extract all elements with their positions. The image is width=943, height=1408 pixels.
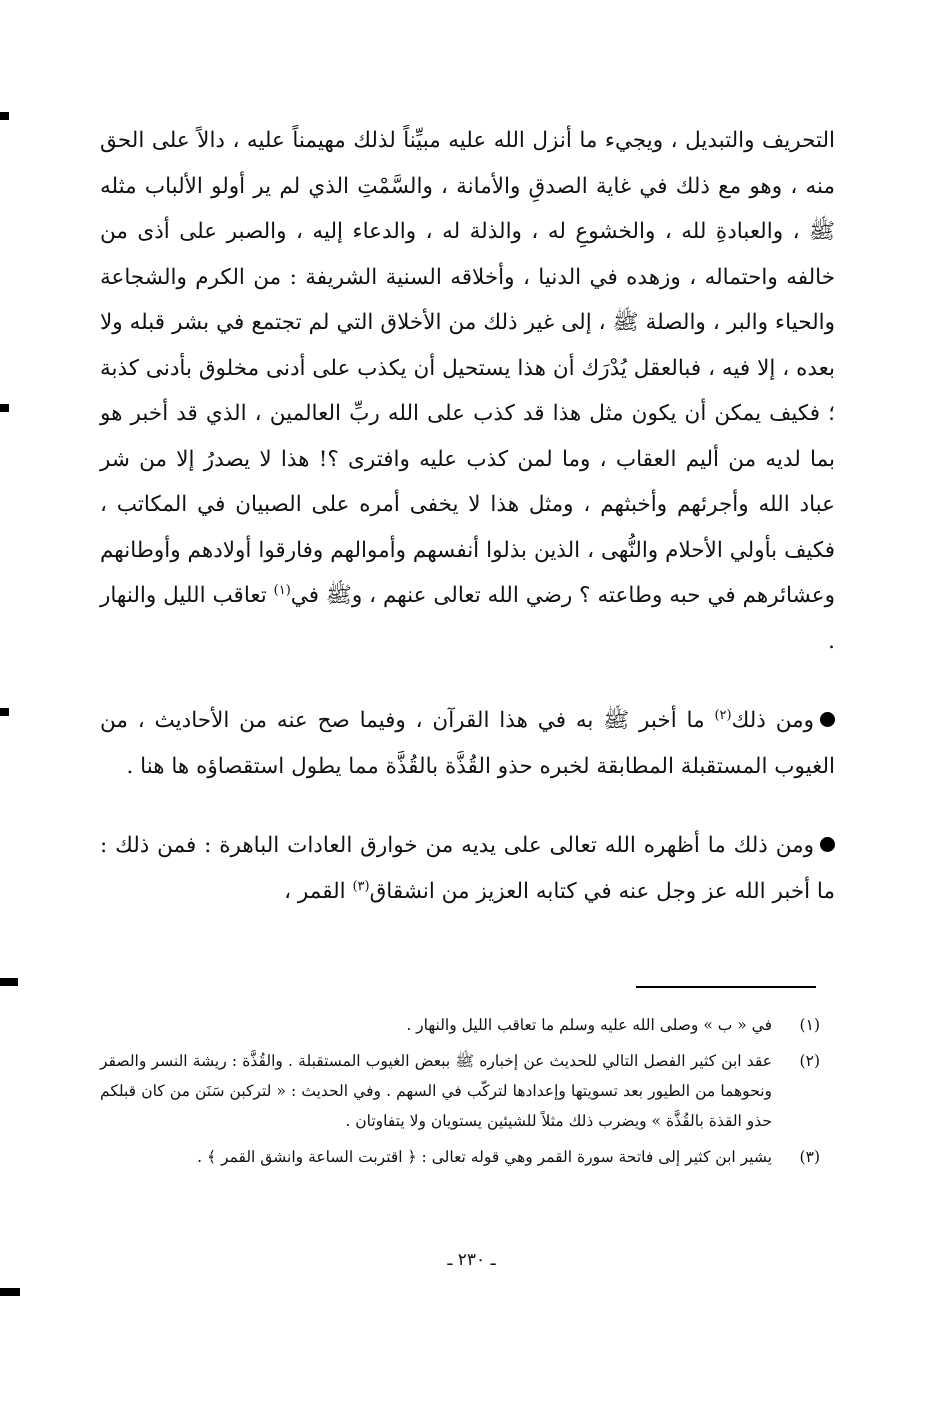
margin-mark [0, 112, 9, 120]
margin-mark [0, 404, 9, 412]
footnote-ref-3: (٣) [352, 878, 370, 894]
footnote-ref-1: (١) [273, 582, 291, 598]
footnote-text: في « ب » وصلى الله عليه وسلم ما تعاقب الليل والنهار . [406, 1016, 772, 1034]
paragraph-3-before: ومن ذلك ما أظهره الله تعالى على يديه من خوارق العادات الباهرة : فمن ذلك : ما أخبر الله عز وجل عنه في كتابه العزيز من انشقاق [100, 833, 835, 904]
margin-mark [0, 1288, 20, 1296]
footnote-text: عقد ابن كثير الفصل التالي للحديث عن إخباره ﷺ ببعض الغيوب المستقبلة . والقُذَّة : ريشة النسر والصقر ونحوهما من الطيور بعد تسويتها وإعدادها لتركّب في السهم . وفي الحديث : « لتركبن سَنَن من كان قبلكم حذو القذة بالقُذَّة » ويضرب ذلك مثلاً للشيئين يستويان ولا يتفاوتان . [100, 1052, 772, 1130]
paragraph-2 [100, 698, 835, 789]
footnote-item [100, 1142, 820, 1172]
footnote-item [100, 1046, 820, 1136]
paragraph-3-after: القمر ، [284, 878, 353, 904]
footnote-number: (٢) [799, 1052, 820, 1070]
footnote-text: يشير ابن كثير إلى فاتحة سورة القمر وهي قوله تعالى : ﴿ اقتربت الساعة وانشق القمر ﴾ . [197, 1148, 772, 1166]
paragraph-1-text: التحريف والتبديل ، ويجيء ما أنزل الله عليه مبيِّناً لذلك مهيمناً عليه ، دالاً على الحق منه ، وهو مع ذلك في غاية الصدقِ والأمانة ، والسَّمْتِ الذي لم ير أولو الألباب مثله ﷺ ، والعبادةِ لله ، والخشوعِ له ، والذلة له ، والدعاء إليه ، والصبر على أذى من خالفه واحتماله ، وزهده في الدنيا ، وأخلاقه السنية الشريفة : من الكرم والشجاعة والحياء والبر ، والصلة ﷺ ، إلى غير ذلك من الأخلاق التي لم تجتمع في بشر قبله ولا بعده ، إلا فيه ، فبالعقل يُدْرَك أن هذا يستحيل أن يكذب على أدنى مخلوق بأدنى كذبة ؛ فكيف يمكن أن يكون مثل هذا قد كذب على الله ربِّ العالمين ، الذي قد أخبر هو بما لديه من أليم العقاب ، وما لمن كذب عليه وافترى ؟! هذا لا يصدرُ إلا من شر عباد الله وأجرئهم وأخبثهم ، ومثل هذا لا يخفى أمره على الصبيان في المكاتب ، فكيف بأولي الأحلام والنُّهى ، الذين بذلوا أنفسهم وأموالهم وفارقوا أولادهم وأوطانهم وعشائرهم في حبه وطاعته ؟ رضي الله تعالى عنهم ، وﷺ في [100, 128, 836, 608]
bullet-icon [820, 837, 835, 852]
margin-mark [0, 978, 18, 986]
footnote-divider [636, 986, 816, 988]
footnotes [100, 1010, 820, 1178]
paragraph-1 [100, 118, 835, 664]
margin-mark [0, 708, 9, 716]
footnote-number: (١) [799, 1016, 820, 1034]
footnote-ref-2: (٢) [714, 707, 732, 723]
paragraph-3 [100, 823, 835, 914]
main-text [100, 118, 835, 914]
paragraph-1-end: تعاقب الليل والنهار . [100, 583, 835, 654]
page-number: ـ ٢٣٠ ـ [447, 1250, 496, 1270]
bullet-icon [820, 712, 835, 727]
footnote-item [100, 1010, 820, 1040]
footnote-number: (٣) [799, 1148, 820, 1166]
paragraph-2-after: ما أخبر ﷺ به في هذا القرآن ، وفيما صح عنه من الأحاديث ، من الغيوب المستقبلة المطابقة لخبره حذو القُذَّة بالقُذَّة مما يطول استقصاؤه ها هنا . [100, 708, 835, 779]
paragraph-2-before: ومن ذلك [731, 708, 814, 733]
